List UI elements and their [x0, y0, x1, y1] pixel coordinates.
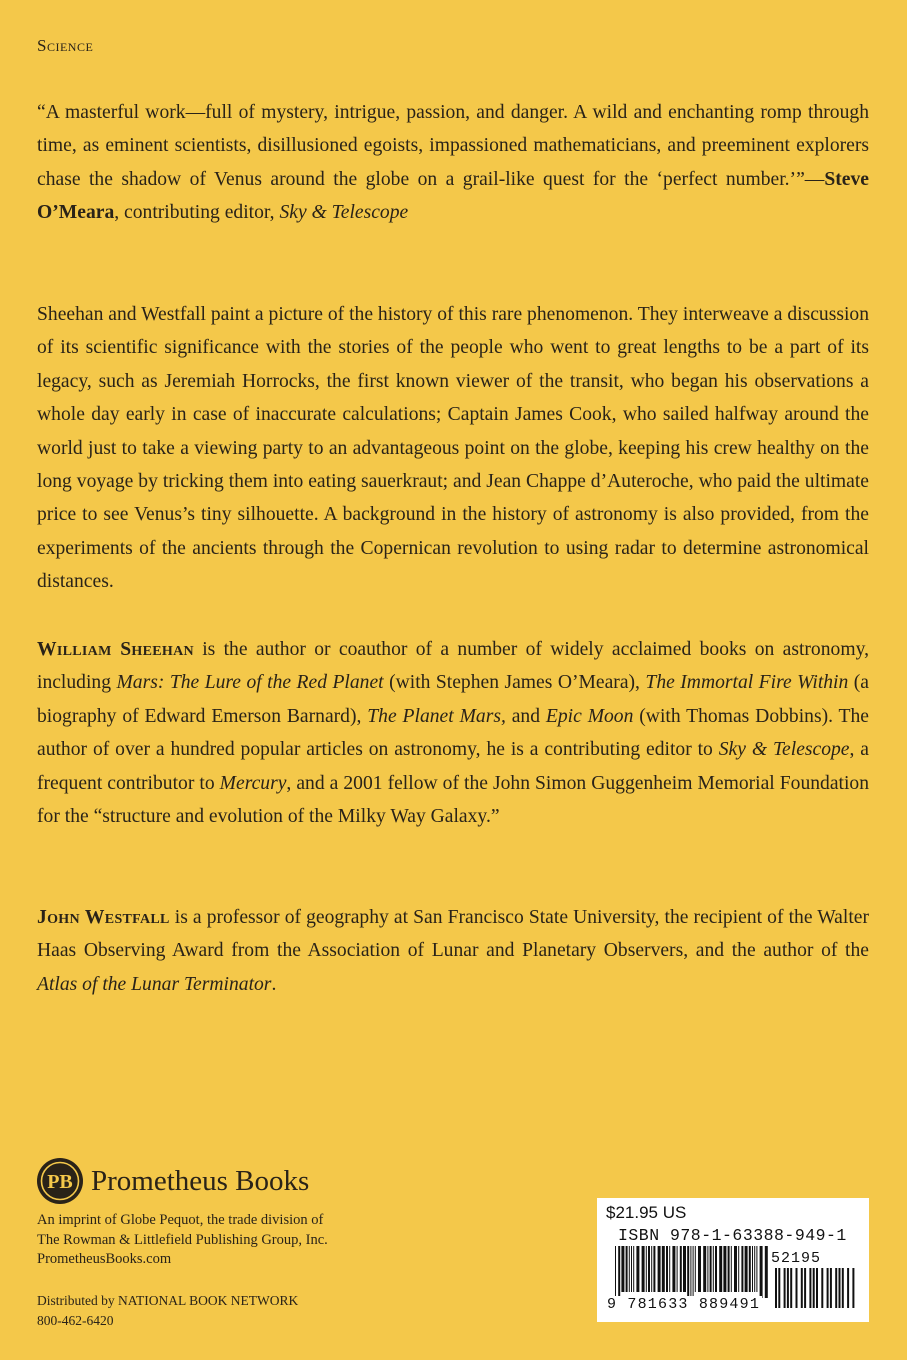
barcode-bar: [847, 1268, 849, 1308]
barcode-bar: [666, 1246, 668, 1292]
bio-text: (a biography of Edward Emerson Barnard),: [37, 672, 869, 727]
barcode-bar: [801, 1268, 803, 1308]
barcode-bar: [796, 1268, 798, 1308]
barcode-bar: [626, 1246, 628, 1292]
barcode-bar: [631, 1246, 632, 1292]
barcode-bar: [738, 1246, 739, 1292]
imprint-info: [37, 1211, 328, 1270]
barcode-bar: [731, 1246, 732, 1292]
barcode-bar: [778, 1268, 780, 1308]
barcode-bar: [813, 1268, 815, 1308]
book-title: Atlas of the Lunar Terminator: [37, 973, 272, 995]
barcode-bar: [618, 1246, 620, 1298]
barcode-bar: [749, 1246, 751, 1292]
barcode-bar: [760, 1246, 763, 1298]
barcode-bar: [754, 1246, 755, 1292]
barcode-bar: [683, 1246, 686, 1292]
barcode-bar: [827, 1268, 829, 1308]
barcode-bar: [775, 1268, 777, 1308]
quote-publication: Sky & Telescope: [279, 202, 409, 224]
bio-text: is a professor of geography at San Francisco State University, the recipient of the Walter Haas Observing Award from the Association of Lunar and Planetary Observers, and the author of the: [37, 907, 869, 962]
publisher-logo-text: PB: [47, 1171, 73, 1193]
barcode-bar: [715, 1246, 717, 1292]
bio-text: and: [505, 705, 546, 727]
barcode-bar: [651, 1246, 652, 1292]
book-title: Mars: The Lure of the Red Planet: [116, 672, 384, 694]
barcode-bar: [842, 1268, 844, 1308]
quote-role: , contributing editor,: [114, 202, 280, 224]
bio-text: , and a 2001 fellow of the John Simon Guggenheim Memorial Foundation for the “structure and evolution of the Milky Way Galaxy.”: [37, 772, 870, 828]
isbn-label: ISBN 978-1-63388-949-1: [618, 1226, 847, 1245]
barcode-bar: [695, 1246, 696, 1292]
bio-text: , a frequent contributor to: [37, 739, 869, 794]
publisher-website: PrometheusBooks.com: [37, 1251, 172, 1267]
imprint-line: An imprint of Globe Pequot, the trade division of: [37, 1212, 324, 1228]
author-name: William Sheehan: [37, 639, 194, 660]
barcode-bar: [745, 1246, 748, 1292]
author-name: John Westfall: [37, 907, 170, 928]
bio-text: .: [271, 973, 277, 995]
barcode-bar: [728, 1246, 730, 1292]
barcode-bar: [719, 1246, 722, 1292]
barcode-bar: [710, 1246, 712, 1292]
barcode-bar: [662, 1246, 665, 1292]
quote-text: “A masterful work—full of mystery, intrigue, passion, and danger. A wild and enchanting romp through time, as eminent scientists, disillusioned egoists, impassioned mathematicians, and preeminent explorers chase the shadow of Venus around the globe on a grail-like quest for the ‘perfect number.’”—: [37, 102, 869, 190]
publisher-block: [37, 1158, 309, 1204]
barcode-panel: [597, 1198, 869, 1322]
blurb-quote: [37, 96, 869, 230]
barcode-bar: [669, 1246, 670, 1292]
magazine-title: Sky & Telescope: [718, 739, 850, 761]
barcode-bar: [642, 1246, 645, 1292]
quote-author: Steve O’Meara: [37, 168, 869, 224]
barcode-bar: [703, 1246, 706, 1292]
barcode-addon-digits: 52195: [771, 1250, 822, 1267]
bio-text: is the author or coauthor of a number of widely acclaimed books on astronomy, including: [37, 639, 869, 694]
barcode-bar: [809, 1268, 811, 1308]
barcode-bar: [734, 1246, 737, 1292]
author-bio-westfall: [37, 901, 869, 1001]
price-label: $21.95 US: [606, 1203, 687, 1222]
author-bio-sheehan: [37, 633, 869, 833]
magazine-title: Mercury: [219, 772, 287, 794]
book-title: Epic Moon: [545, 705, 634, 727]
imprint-line: The Rowman & Littlefield Publishing Group, Inc.: [37, 1231, 328, 1248]
bio-text: (with Thomas Dobbins). The author of over a hundred popular articles on astronomy, he is a contributing editor to: [37, 705, 869, 761]
book-description: Sheehan and Westfall paint a picture of the history of this rare phenomenon. They interweave a discussion of its scientific significance with the stories of the people who went to great lengths to be a part of its legacy, such as Jeremiah Horrocks, the first known viewer of the transit, who began his observations a whole day early in case of inaccurate calculations; Captain James Cook, who sailed halfway around the world just to take a viewing party to an advantageous point on the globe, keeping his crew healthy on the long voyage by tricking them into eating sauerkraut; and Jean Chappe d’Auteroche, who paid the ultimate price to see Venus’s tiny silhouette. A background in the history of astronomy is also provided, from the experiments of the ancients through the Copernican revolution to using radar to determine astronomical distances.: [37, 304, 869, 593]
barcode-bar: [648, 1246, 650, 1292]
barcode-bar: [693, 1246, 694, 1298]
barcode-bar: [646, 1246, 647, 1292]
barcode-bar: [615, 1246, 616, 1298]
barcode-bar: [636, 1246, 639, 1292]
barcode-bar: [804, 1268, 806, 1308]
barcode-bar: [756, 1246, 757, 1292]
barcode-bar: [672, 1246, 675, 1292]
barcode-bar: [677, 1246, 678, 1292]
book-title: The Immortal Fire Within: [645, 672, 849, 694]
barcode-bar: [816, 1268, 818, 1308]
bio-text: (with Stephen James O’Meara),: [383, 672, 646, 694]
barcode-bar: [621, 1246, 624, 1292]
publisher-name: Prometheus Books: [91, 1164, 310, 1197]
barcode-bar: [765, 1246, 768, 1298]
barcode-bar: [629, 1246, 630, 1292]
barcode-bar: [787, 1268, 789, 1308]
barcode-bar: [653, 1246, 655, 1292]
distributor-phone: 800-462-6420: [37, 1312, 114, 1328]
barcode-bar: [752, 1246, 753, 1292]
barcode-bar: [707, 1246, 708, 1292]
publisher-logo-icon: [37, 1158, 83, 1204]
barcode-bar: [741, 1246, 743, 1292]
distributor-info: [37, 1291, 298, 1330]
barcode-bar: [698, 1246, 701, 1292]
barcode-bar: [821, 1268, 823, 1308]
barcode-bar: [658, 1246, 661, 1292]
barcode-bar: [633, 1246, 634, 1292]
barcode-bar: [790, 1268, 792, 1308]
barcode-bar: [690, 1246, 691, 1298]
distributor-line: Distributed by NATIONAL BOOK NETWORK: [37, 1293, 299, 1308]
barcode-bar: [835, 1268, 837, 1308]
barcode-bar: [830, 1268, 832, 1308]
barcode-bar: [723, 1246, 726, 1292]
book-title: The Planet Mars,: [367, 705, 506, 727]
barcode-bar: [784, 1268, 786, 1308]
barcode-bar: [839, 1268, 841, 1308]
barcode-bar: [713, 1246, 714, 1292]
category-label: Science: [37, 36, 94, 55]
barcode-bar: [680, 1246, 682, 1292]
barcode-bar: [687, 1246, 689, 1298]
barcode-digits: 9 781633 889491: [607, 1296, 761, 1313]
barcode-bar: [852, 1268, 854, 1308]
